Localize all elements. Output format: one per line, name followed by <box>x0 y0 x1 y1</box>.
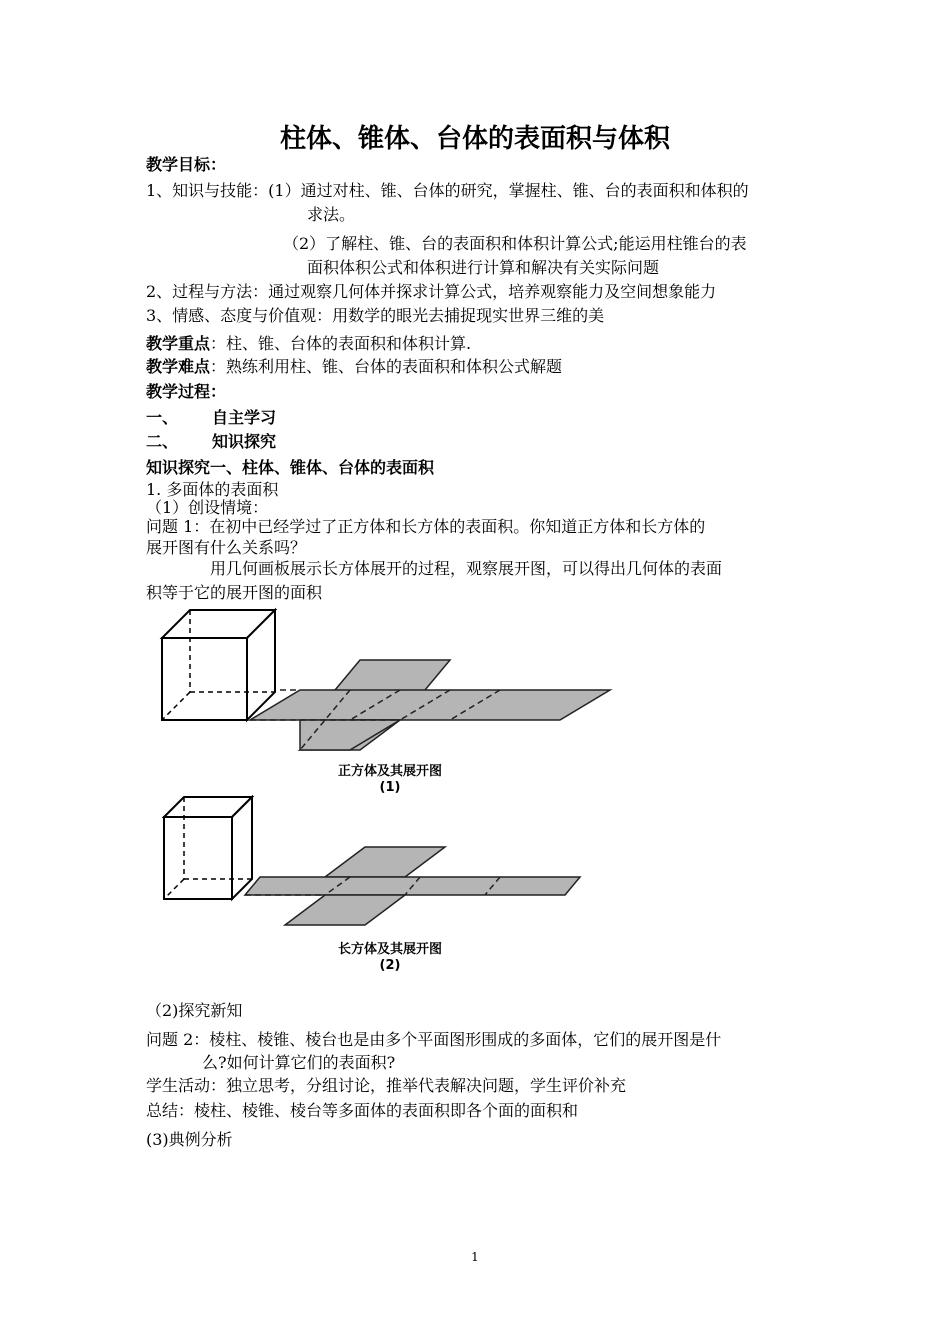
item-1-1: （1）创设情境： <box>146 498 269 517</box>
goal1-line-c: （2）了解柱、锥、台的表面积和体积计算公式;能运用柱锥台的表 <box>283 234 747 253</box>
cuboid <box>164 797 252 899</box>
section-1-number: 一、 <box>146 408 179 427</box>
key-points-text: ：柱、锥、台体的表面积和体积计算. <box>210 334 472 353</box>
demo-line-a: 用几何画板展示长方体展开的过程，观察展开图，可以得出几何体的表面 <box>210 559 723 578</box>
student-activity: 学生活动：独立思考，分组讨论，推举代表解决问题，学生评价补充 <box>146 1076 627 1095</box>
key-points-label: 教学重点 <box>146 334 211 353</box>
difficulty-line <box>146 356 562 378</box>
section-2-title: 知识探究 <box>212 432 277 451</box>
process-heading: 教学过程： <box>146 382 227 401</box>
question-2-line-b: 么?如何计算它们的表面积? <box>202 1053 396 1072</box>
goal1-line-b: 求法。 <box>307 205 356 224</box>
net-strip <box>250 690 610 720</box>
key-points-line <box>146 333 471 355</box>
section-2-number: 二、 <box>146 432 179 451</box>
figure-1-number: (1) <box>379 780 401 795</box>
net-face-bottom-fill <box>300 720 400 750</box>
cube-net <box>250 660 610 750</box>
page-number: 1 <box>471 1250 479 1264</box>
net-face-top <box>325 847 445 877</box>
item-2: （2)探究新知 <box>146 1001 243 1020</box>
figure-2-caption: 长方体及其展开图 <box>337 942 442 957</box>
question-2-line-a: 问题 2：棱柱、棱锥、棱台也是由多个平面图形围成的多面体，它们的展开图是什 <box>146 1030 722 1049</box>
cube <box>162 610 275 720</box>
explore-1-heading: 知识探究一、柱体、锥体、台体的表面积 <box>146 458 435 477</box>
difficulty-text: ：熟练利用柱、锥、台体的表面积和体积公式解题 <box>210 357 563 376</box>
net-face-bottom <box>285 895 405 925</box>
goal-heading: 教学目标： <box>146 155 227 174</box>
question-1-line-b: 展开图有什么关系吗？ <box>146 538 307 557</box>
figure-2-number: (2) <box>379 958 401 973</box>
question-1-line-a: 问题 1：在初中已经学过了正方体和长方体的表面积。你知道正方体和长方体的 <box>146 517 706 536</box>
difficulty-label: 教学难点 <box>146 357 211 376</box>
section-1-title: 自主学习 <box>212 408 277 427</box>
goal1-line-a: 1、知识与技能：(1）通过对柱、锥、台体的研究，掌握柱、锥、台的表面积和体积的 <box>146 181 749 200</box>
page-title: 柱体、锥体、台体的表面积与体积 <box>279 124 670 154</box>
figure-1-caption: 正方体及其展开图 <box>337 764 442 779</box>
item-3: (3)典例分析 <box>146 1130 233 1149</box>
demo-line-b: 积等于它的展开图的面积 <box>146 583 323 602</box>
goal1-line-d: 面积体积公式和体积进行计算和解决有关实际问题 <box>307 258 660 277</box>
goal2-line: 2、过程与方法：通过观察几何体并探求计算公式，培养观察能力及空间想象能力 <box>146 282 717 301</box>
summary-line: 总结：棱柱、棱锥、棱台等多面体的表面积即各个面的面积和 <box>146 1101 579 1120</box>
goal3-line: 3、情感、态度与价值观：用数学的眼光去捕捉现实世界三维的美 <box>146 306 605 325</box>
item-1: 1. 多面体的表面积 <box>146 480 279 499</box>
